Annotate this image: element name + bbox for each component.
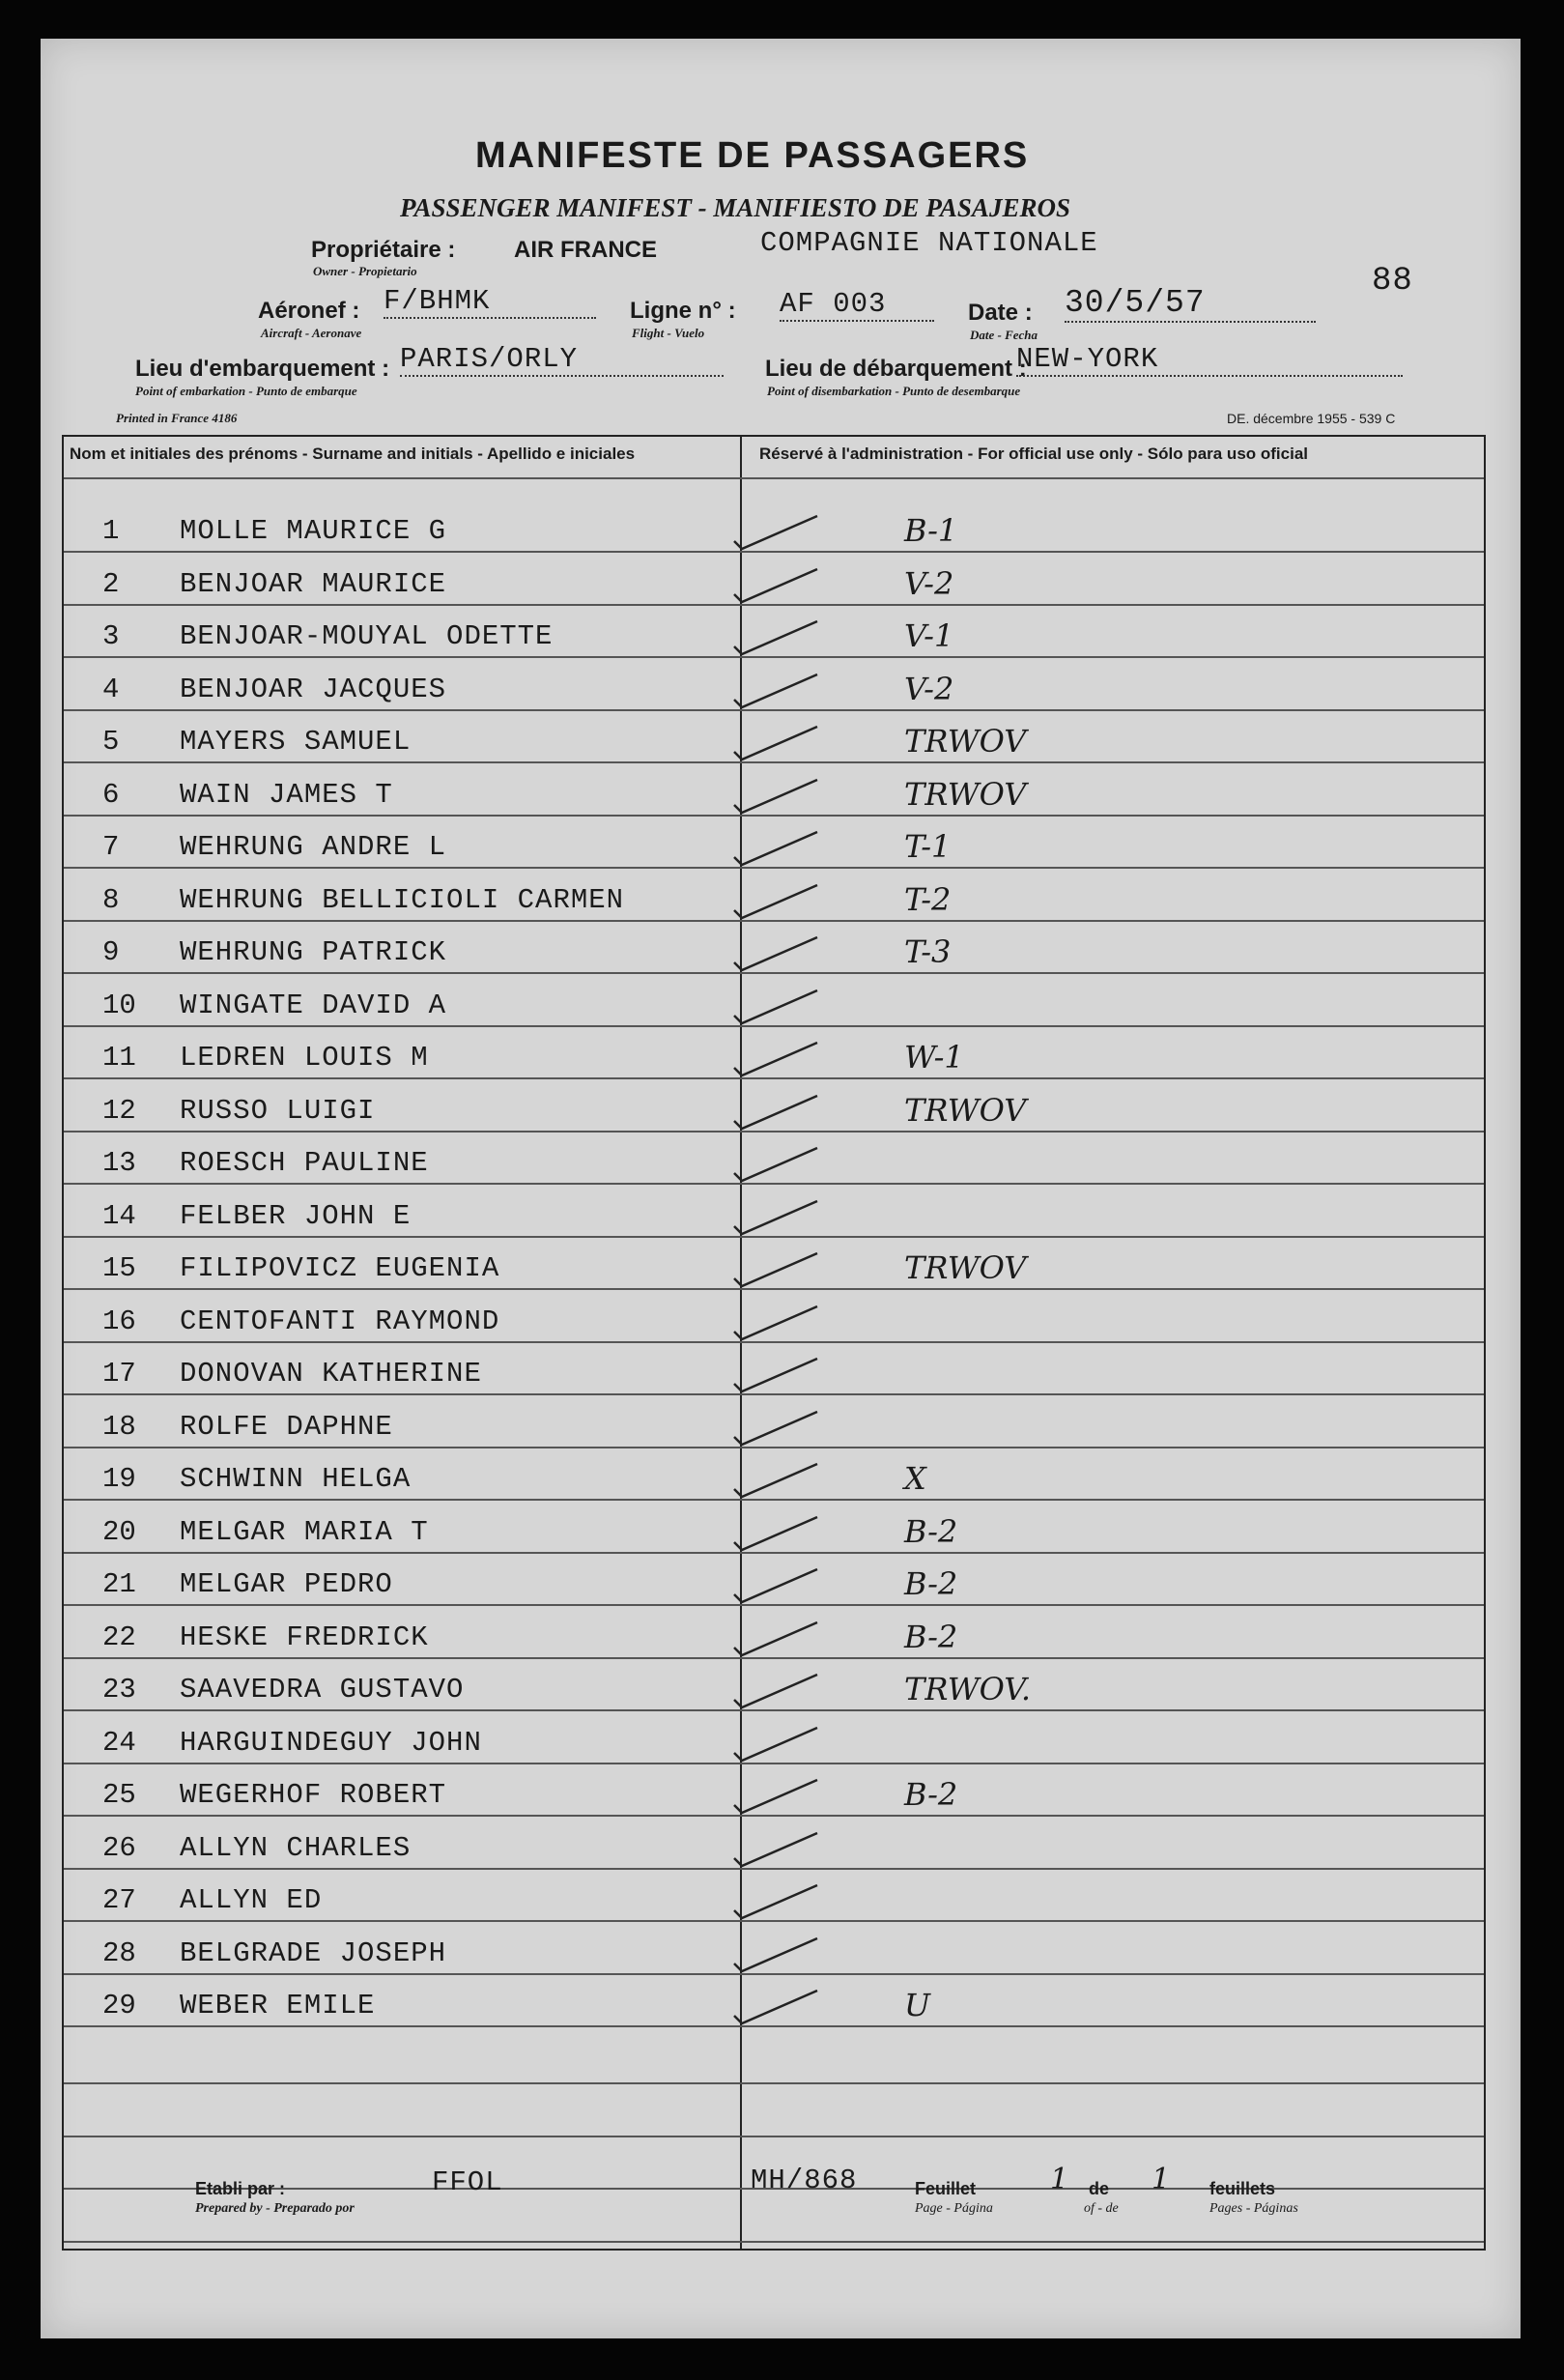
pages-sub: Pages - Páginas <box>1209 2201 1298 2216</box>
passenger-number: 19 <box>102 1463 136 1495</box>
admin-remark: B-1 <box>904 512 958 549</box>
document-title: MANIFESTE DE PASSAGERS <box>475 135 1030 176</box>
column-header-name: Nom et initiales des prénoms - Surname and initials - Apellido e iniciales <box>70 444 636 463</box>
check-mark-icon <box>728 875 825 922</box>
passenger-name: DONOVAN KATHERINE <box>180 1358 482 1390</box>
prepared-sub: Prepared by - Preparado por <box>195 2201 355 2216</box>
check-mark-icon <box>728 1086 825 1133</box>
admin-remark: X <box>904 1460 926 1497</box>
table-row <box>64 1925 1484 1975</box>
pages-label: feuillets <box>1209 2179 1276 2198</box>
passenger-name: LEDREN LOUIS M <box>180 1042 429 1074</box>
check-mark-icon <box>728 1402 825 1448</box>
check-mark-icon <box>728 1138 825 1185</box>
table-row <box>64 977 1484 1027</box>
passenger-name: MOLLE MAURICE G <box>180 515 447 547</box>
table-row <box>64 1082 1484 1133</box>
passenger-name: WEHRUNG BELLICIOLI CARMEN <box>180 883 625 916</box>
manifest-document <box>41 39 1521 2338</box>
check-mark-icon <box>728 770 825 817</box>
table-row <box>64 1766 1484 1817</box>
passenger-number: 8 <box>102 883 120 916</box>
passenger-number: 17 <box>102 1358 136 1390</box>
passenger-name: WINGATE DAVID A <box>180 989 447 1021</box>
check-mark-icon <box>728 822 825 869</box>
passenger-number: 22 <box>102 1620 136 1653</box>
passenger-name: MELGAR MARIA T <box>180 1515 429 1548</box>
passenger-number: 10 <box>102 989 136 1021</box>
check-mark-icon <box>728 717 825 763</box>
table-row <box>64 1504 1484 1554</box>
admin-remark: T-3 <box>904 933 952 970</box>
admin-remark: TRWOV. <box>904 1671 1031 1707</box>
passenger-number: 7 <box>102 831 120 863</box>
admin-remark: V-2 <box>904 670 954 707</box>
table-row <box>64 872 1484 922</box>
table-row <box>64 1134 1484 1185</box>
empty-row-rule <box>64 2082 1484 2084</box>
passenger-name: FELBER JOHN E <box>180 1199 412 1232</box>
passenger-name: ROESCH PAULINE <box>180 1147 429 1179</box>
passenger-number: 15 <box>102 1252 136 1284</box>
admin-remark: TRWOV <box>904 723 1027 760</box>
disembark-value: NEW-YORK <box>1016 343 1403 377</box>
admin-remark: B-2 <box>904 1512 958 1550</box>
check-mark-icon <box>728 1876 825 1922</box>
passenger-name: BENJOAR-MOUYAL ODETTE <box>180 620 554 652</box>
column-header-admin: Réservé à l'administration - For official use only - Sólo para uso oficial <box>759 444 1309 463</box>
of-label: de <box>1089 2179 1110 2198</box>
passenger-number: 3 <box>102 620 120 652</box>
passenger-number: 23 <box>102 1674 136 1706</box>
empty-row-rule <box>64 2241 1484 2243</box>
table-row <box>64 1240 1484 1290</box>
table-row <box>64 1293 1484 1343</box>
passenger-name: ALLYN ED <box>180 1884 323 1916</box>
passenger-name: WEBER EMILE <box>180 1990 376 2022</box>
table-row <box>64 556 1484 606</box>
table-row <box>64 1345 1484 1395</box>
passenger-name: FILIPOVICZ EUGENIA <box>180 1252 500 1284</box>
passenger-name: ALLYN CHARLES <box>180 1831 412 1864</box>
aircraft-label: Aéronef : <box>258 298 360 324</box>
company-name: COMPAGNIE NATIONALE <box>760 227 1098 259</box>
passenger-name: WEHRUNG ANDRE L <box>180 831 447 863</box>
check-mark-icon <box>728 612 825 658</box>
owner-value: AIR FRANCE <box>514 237 657 263</box>
passenger-name: RUSSO LUIGI <box>180 1094 376 1127</box>
passenger-name: SAAVEDRA GUSTAVO <box>180 1674 465 1706</box>
page-label: Feuillet <box>915 2179 977 2198</box>
passenger-name: MAYERS SAMUEL <box>180 726 412 758</box>
check-mark-icon <box>728 1033 825 1079</box>
page-number: 88 <box>1372 263 1413 300</box>
passenger-number: 13 <box>102 1147 136 1179</box>
of-value: 1 <box>1152 2163 1171 2196</box>
table-row <box>64 661 1484 711</box>
date-label: Date : <box>968 300 1033 326</box>
passenger-table <box>62 435 1486 2251</box>
passenger-name: BENJOAR MAURICE <box>180 567 447 600</box>
passenger-number: 11 <box>102 1042 136 1074</box>
passenger-name: BENJOAR JACQUES <box>180 673 447 705</box>
check-mark-icon <box>728 1981 825 2027</box>
of-sub: of - de <box>1084 2201 1119 2216</box>
table-row <box>64 1029 1484 1079</box>
table-row <box>64 1609 1484 1659</box>
passenger-name: BELGRADE JOSEPH <box>180 1936 447 1969</box>
check-mark-icon <box>728 1560 825 1606</box>
date-value: 30/5/57 <box>1065 285 1316 323</box>
passenger-name: WAIN JAMES T <box>180 778 393 811</box>
passenger-number: 21 <box>102 1568 136 1600</box>
printed-note: Printed in France 4186 <box>116 411 238 425</box>
table-row <box>64 1977 1484 2027</box>
aircraft-value: F/BHMK <box>384 285 596 319</box>
document-subtitle: PASSENGER MANIFEST - MANIFIESTO DE PASAJEROS <box>400 193 1070 222</box>
table-row <box>64 766 1484 817</box>
check-mark-icon <box>728 1454 825 1501</box>
check-mark-icon <box>728 1507 825 1554</box>
check-mark-icon <box>728 559 825 606</box>
table-row <box>64 1714 1484 1764</box>
embark-value: PARIS/ORLY <box>400 343 724 377</box>
passenger-number: 25 <box>102 1779 136 1811</box>
admin-remark: U <box>904 1987 930 2023</box>
passenger-number: 29 <box>102 1990 136 2022</box>
passenger-number: 14 <box>102 1199 136 1232</box>
flight-label: Ligne n° : <box>630 298 736 324</box>
passenger-name: WEHRUNG PATRICK <box>180 936 447 968</box>
check-mark-icon <box>728 1244 825 1290</box>
page-value: 1 <box>1050 2163 1069 2196</box>
check-mark-icon <box>728 1191 825 1238</box>
table-row <box>64 1188 1484 1238</box>
passenger-number: 6 <box>102 778 120 811</box>
admin-remark: B-2 <box>904 1618 958 1655</box>
check-mark-icon <box>728 665 825 711</box>
disembark-label: Lieu de débarquement : <box>765 356 1027 382</box>
admin-remark: TRWOV <box>904 1091 1027 1129</box>
date-sub: Date - Fecha <box>970 328 1038 342</box>
owner-label: Propriétaire : <box>311 237 456 263</box>
check-mark-icon <box>728 981 825 1027</box>
table-row <box>64 713 1484 763</box>
admin-remark: T-1 <box>904 828 952 865</box>
prepared-label: Etabli par : <box>195 2179 286 2198</box>
check-mark-icon <box>728 506 825 553</box>
check-mark-icon <box>728 1297 825 1343</box>
check-mark-icon <box>728 1770 825 1817</box>
passenger-number: 2 <box>102 567 120 600</box>
passenger-number: 26 <box>102 1831 136 1864</box>
table-row <box>64 1820 1484 1870</box>
passenger-name: SCHWINN HELGA <box>180 1463 412 1495</box>
flight-sub: Flight - Vuelo <box>632 326 705 340</box>
passenger-name: ROLFE DAPHNE <box>180 1410 393 1443</box>
embark-label: Lieu d'embarquement : <box>135 356 390 382</box>
admin-remark: TRWOV <box>904 775 1027 813</box>
embark-sub: Point of embarkation - Punto de embarque <box>135 384 357 398</box>
passenger-name: WEGERHOF ROBERT <box>180 1779 447 1811</box>
passenger-number: 4 <box>102 673 120 705</box>
passenger-number: 18 <box>102 1410 136 1443</box>
table-row <box>64 608 1484 658</box>
check-mark-icon <box>728 1349 825 1395</box>
table-row <box>64 818 1484 869</box>
check-mark-icon <box>728 1929 825 1975</box>
table-row <box>64 1872 1484 1922</box>
passenger-name: HESKE FREDRICK <box>180 1620 429 1653</box>
aircraft-sub: Aircraft - Aeronave <box>261 326 362 340</box>
header-rule <box>64 477 1484 479</box>
disembark-sub: Point of disembarkation - Punto de desembarque <box>767 384 1021 398</box>
passenger-number: 24 <box>102 1726 136 1759</box>
check-mark-icon <box>728 1823 825 1870</box>
table-row <box>64 1450 1484 1501</box>
passenger-number: 16 <box>102 1305 136 1337</box>
flight-value: AF 003 <box>780 288 934 322</box>
table-row <box>64 1398 1484 1448</box>
table-row <box>64 502 1484 553</box>
passenger-number: 20 <box>102 1515 136 1548</box>
passenger-name: MELGAR PEDRO <box>180 1568 393 1600</box>
passenger-number: 1 <box>102 515 120 547</box>
passenger-number: 12 <box>102 1094 136 1127</box>
admin-remark: T-2 <box>904 880 952 918</box>
prepared-value: FFOL <box>432 2166 503 2198</box>
page-sub: Page - Página <box>915 2201 993 2216</box>
table-row <box>64 1556 1484 1606</box>
admin-remark: B-2 <box>904 1565 958 1602</box>
check-mark-icon <box>728 1665 825 1711</box>
form-code: DE. décembre 1955 - 539 C <box>1227 411 1396 426</box>
passenger-name: CENTOFANTI RAYMOND <box>180 1305 500 1337</box>
passenger-number: 9 <box>102 936 120 968</box>
reference-number: MH/868 <box>751 2165 858 2196</box>
check-mark-icon <box>728 1613 825 1659</box>
admin-remark: W-1 <box>904 1039 964 1075</box>
table-row <box>64 1661 1484 1711</box>
admin-remark: V-2 <box>904 564 954 602</box>
empty-row-rule <box>64 2136 1484 2137</box>
passenger-number: 28 <box>102 1936 136 1969</box>
admin-remark: TRWOV <box>904 1249 1027 1286</box>
table-row <box>64 924 1484 974</box>
passenger-number: 5 <box>102 726 120 758</box>
passenger-name: HARGUINDEGUY JOHN <box>180 1726 482 1759</box>
admin-remark: B-2 <box>904 1776 958 1813</box>
owner-sub: Owner - Propietario <box>313 264 417 278</box>
check-mark-icon <box>728 928 825 974</box>
passenger-number: 27 <box>102 1884 136 1916</box>
check-mark-icon <box>728 1718 825 1764</box>
admin-remark: V-1 <box>904 617 954 654</box>
